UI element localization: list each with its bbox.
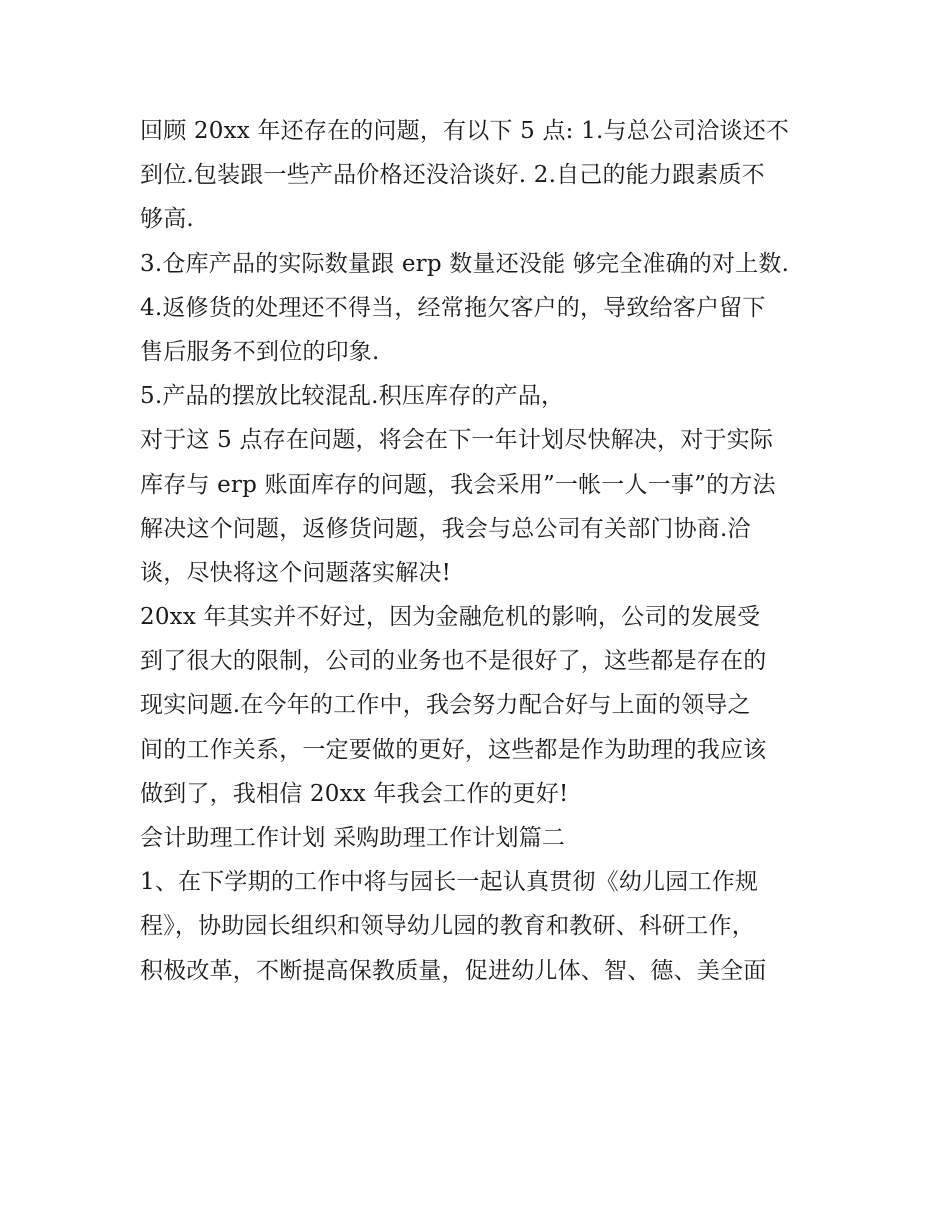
text-line: 回顾 20xx 年还存在的问题，有以下 5 点: 1.与总公司洽谈还不 [140, 118, 790, 144]
text-line: 谈，尽快将这个问题落实解决! [140, 559, 452, 586]
text-line: 4.返修货的处理还不得当，经常拖欠客户的，导致给客户留下 [140, 294, 766, 321]
text-line: 5.产品的摆放比较混乱.积压库存的产品， [140, 383, 565, 410]
text-line: 现实问题.在今年的工作中，我会努力配合好与上面的领导之 [140, 692, 751, 719]
text-line: 对于这 5 点存在问题，将会在下一年计划尽快解决，对于实际 [140, 427, 774, 454]
text-line: 解决这个问题，返修货问题，我会与总公司有关部门协商.洽 [140, 515, 751, 542]
text-line: 3.仓库产品的实际数量跟 erp 数量还没能 够完全准确的对上数. [140, 250, 790, 277]
text-line: 到位.包装跟一些产品价格还没洽谈好. 2.自己的能力跟素质不 [140, 162, 765, 189]
text-line: 库存与 erp 账面库存的问题，我会采用”一帐一人一事”的方法 [140, 471, 776, 498]
text-line: 做到了，我相信 20xx 年我会工作的更好! [140, 780, 569, 807]
text-line: 到了很大的限制，公司的业务也不是很好了，这些都是存在的 [140, 648, 767, 675]
text-line: 20xx 年其实并不好过，因为金融危机的影响，公司的发展受 [140, 604, 761, 631]
text-line: 程》，协助园长组织和领导幼儿园的教育和教研、科研工作， [140, 913, 755, 940]
text-line: 间的工作关系，一定要做的更好，这些都是作为助理的我应该 [140, 736, 767, 763]
text-line: 售后服务不到位的印象. [140, 338, 380, 365]
text-line: 积极改革，不断提高保教质量，促进幼儿体、智、德、美全面 [140, 957, 767, 984]
text-line: 1、在下学期的工作中将与园长一起认真贯彻《幼儿园工作规 [140, 869, 759, 896]
text-line: 够高. [140, 206, 194, 233]
section-heading: 会计助理工作计划 采购助理工作计划篇二 [140, 825, 566, 851]
document-body [140, 109, 830, 993]
